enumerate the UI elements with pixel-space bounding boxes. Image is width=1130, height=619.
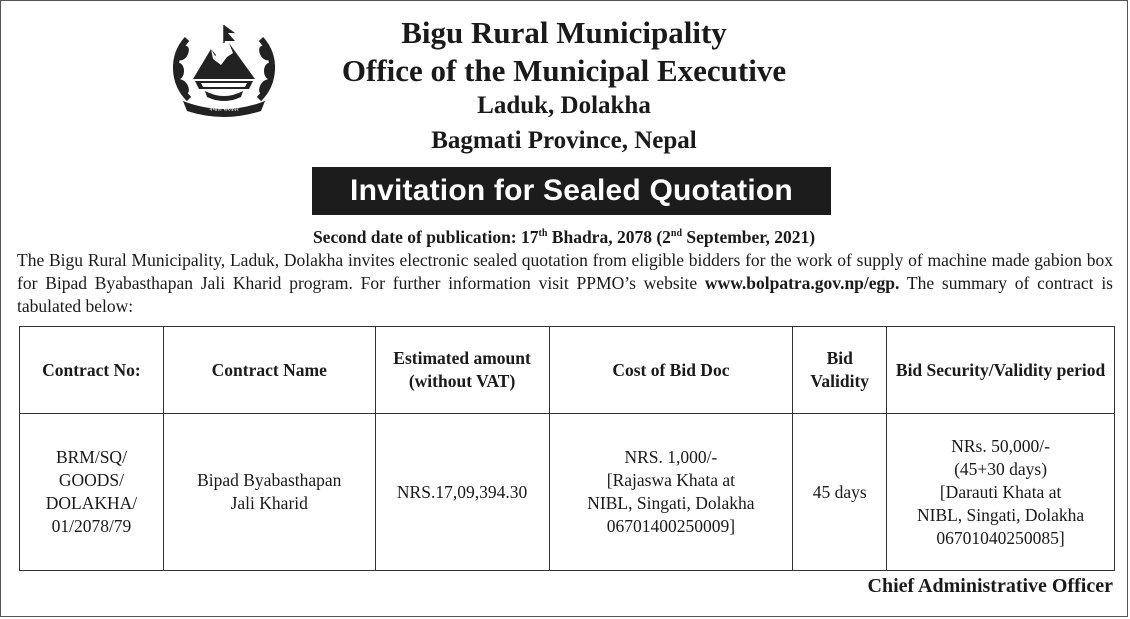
cell-cost-of-bid-doc [549,414,793,571]
pubdate-sup1: th [538,228,548,240]
header-contract-name: Contract Name [163,327,375,414]
notice-text: The Bigu Rural Municipality, Laduk, Dolakha invites electronic sealed quotation from eligible bidders for the work of supply of machine made gabion box for Bipad Byabasthapan Jali Kharid program. For further information visit PPMO’s website [17,250,1113,293]
cell-bid-security [887,414,1115,571]
signatory-title: Chief Administrative Officer [867,575,1113,597]
notice-tail: The summary of contract is tabulated below: [17,273,1113,316]
bid-security-line: NRs. 50,000/- [951,435,1050,456]
bid-doc-line: [Rajaswa Khata at [606,470,736,490]
bid-doc-line: NRS. 1,000/- [624,447,718,467]
header-estimated-amount: Estimated amount (without VAT) [375,327,549,414]
contract-name-line: Bipad Byabasthapan [197,470,342,490]
header-bid-validity: Bid Validity [793,327,887,414]
notice-title-banner: Invitation for Sealed Quotation [312,167,831,215]
header-contract-no: Contract No: [20,327,164,414]
pubdate-suffix: September, 2021) [682,227,816,247]
contract-no-line: DOLAKHA/ [45,493,138,513]
bid-security-line: (45+30 days) [954,458,1048,479]
svg-text:नेपाल सरकार: नेपाल सरकार [209,106,239,113]
bid-doc-line: 06701400250009] [606,516,736,536]
pubdate-prefix: Second date of publication: 17 [312,227,539,247]
contract-no-line: 01/2078/79 [51,516,132,536]
header-bid-security: Bid Security/Validity period [887,327,1115,414]
cell-estimated-amount: NRS.17,09,394.30 [375,414,549,571]
office-name: Office of the Municipal Executive [341,52,787,88]
contract-summary-table [19,326,1115,571]
table-header-row [20,327,1115,414]
table-row [20,414,1115,571]
office-header [1,15,1127,156]
contract-name-line: Jali Kharid [230,493,308,513]
contract-no-line: GOODS/ [58,470,125,490]
bid-security-line: 06701040250085] [936,527,1065,548]
office-location: Laduk, Dolakha [477,92,651,120]
cell-bid-validity: 45 days [793,414,887,571]
header-cost-of-bid-doc: Cost of Bid Doc [549,327,793,414]
notice-body [17,249,1113,318]
province-country: Bagmati Province, Nepal [431,127,697,155]
cell-contract-no [20,414,164,571]
municipality-name: Bigu Rural Municipality [401,15,727,50]
pubdate-middle: Bhadra, 2078 (2 [547,227,671,247]
website-link[interactable]: www.bolpatra.gov.np/egp. [704,273,900,293]
bid-doc-line: NIBL, Singati, Dolakha [587,493,755,513]
bid-security-line: NIBL, Singati, Dolakha [916,504,1085,525]
contract-no-line: BRM/SQ/ [55,447,127,467]
pubdate-sup2: nd [670,228,683,240]
publication-date [1,227,1127,248]
bid-security-line: [Darauti Khata at [939,481,1062,502]
cell-contract-name [163,414,375,571]
